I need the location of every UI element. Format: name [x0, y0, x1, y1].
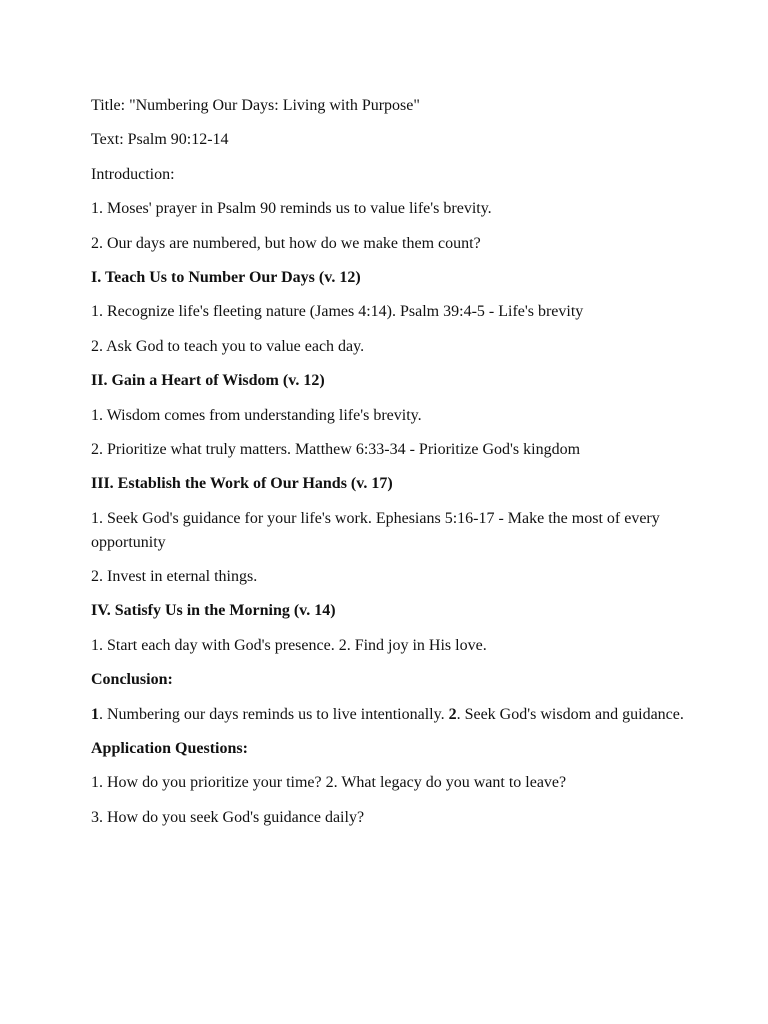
application-question: 1. How do you prioritize your time? 2. What legacy do you want to leave? [91, 774, 567, 792]
document-page [91, 94, 691, 840]
section-heading: IV. Satisfy Us in the Morning (v. 14) [91, 602, 336, 620]
introduction-heading: Introduction: [91, 165, 175, 183]
section-heading: II. Gain a Heart of Wisdom (v. 12) [91, 372, 325, 390]
section-item: 2. Invest in eternal things. [91, 568, 258, 586]
conclusion-number: 1 [91, 705, 99, 723]
conclusion-text: . Seek God's wisdom and guidance. [456, 705, 684, 723]
application-question: 3. How do you seek God's guidance daily? [91, 808, 365, 826]
conclusion-text: . Numbering our days reminds us to live intentionally. [99, 705, 449, 723]
section-heading: I. Teach Us to Number Our Days (v. 12) [91, 268, 361, 286]
section-item: 1. Seek God's guidance for your life's work. Ephesians 5:16-17 - Make the most of every opportunity [91, 509, 660, 551]
application-heading: Application Questions: [91, 740, 248, 758]
section-item: 2. Prioritize what truly matters. Matthew 6:33-34 - Prioritize God's kingdom [91, 440, 581, 458]
section-item: 1. Recognize life's fleeting nature (James 4:14). Psalm 39:4-5 - Life's brevity [91, 303, 584, 321]
conclusion-item [91, 703, 691, 727]
introduction-item: 2. Our days are numbered, but how do we make them count? [91, 234, 481, 252]
introduction-item: 1. Moses' prayer in Psalm 90 reminds us to value life's brevity. [91, 200, 492, 218]
conclusion-heading: Conclusion: [91, 671, 173, 689]
section-item: 1. Start each day with God's presence. 2. Find joy in His love. [91, 636, 487, 654]
conclusion-number: 2 [448, 705, 457, 723]
section-item: 1. Wisdom comes from understanding life's brevity. [91, 406, 422, 424]
sermon-title: Title: "Numbering Our Days: Living with Purpose" [91, 97, 420, 114]
scripture-text: Text: Psalm 90:12-14 [91, 131, 229, 149]
section-heading: III. Establish the Work of Our Hands (v. 17) [91, 475, 393, 493]
section-item: 2. Ask God to teach you to value each day. [91, 337, 365, 355]
